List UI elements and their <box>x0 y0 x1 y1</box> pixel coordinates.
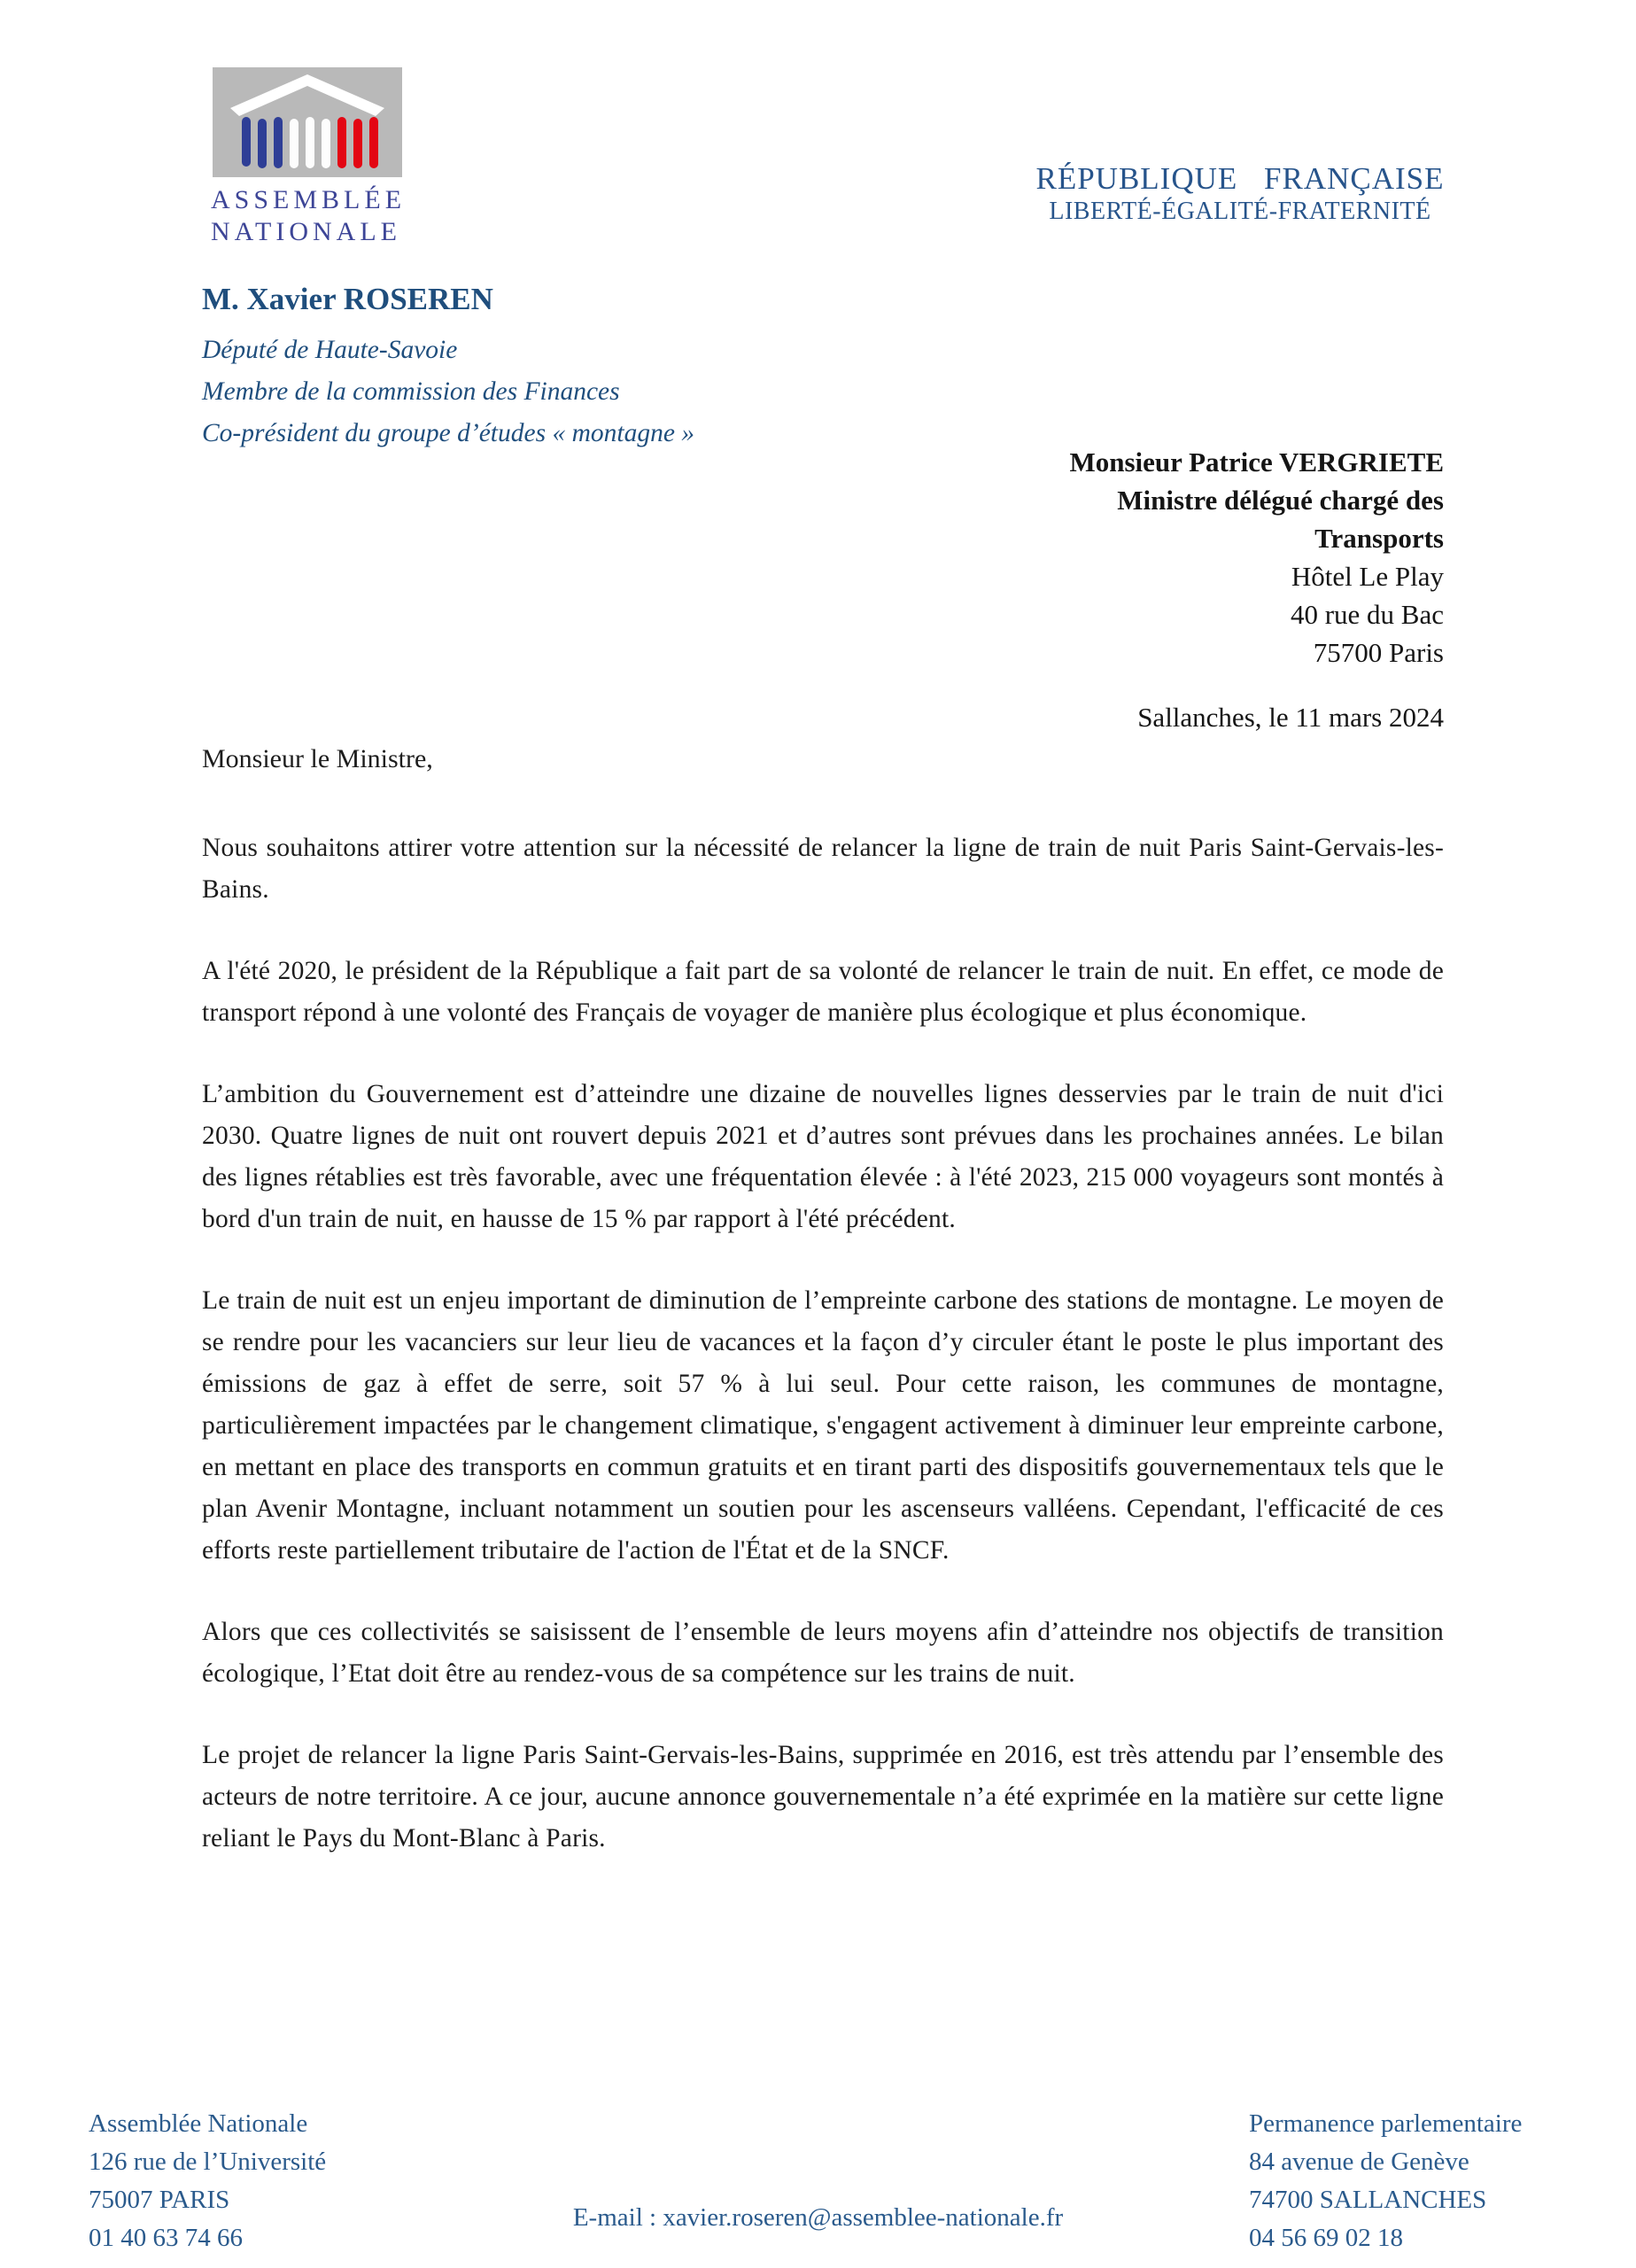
recipient-address-line2: 40 rue du Bac <box>1290 599 1444 630</box>
recipient-title-line2: Transports <box>1314 523 1444 554</box>
footer-paris-line3: 75007 PARIS <box>89 2186 230 2214</box>
logo-caption-line1: ASSEMBLÉE <box>211 185 407 214</box>
footer-permanence-line2: 84 avenue de Genève <box>1249 2148 1469 2176</box>
republique-francaise-title: RÉPUBLIQUE FRANÇAISE <box>1035 161 1445 196</box>
footer-permanence-phone: 04 56 69 02 18 <box>1249 2224 1403 2252</box>
logo-caption <box>211 184 423 248</box>
recipient-name: Monsieur Patrice VERGRIETE <box>1069 447 1444 478</box>
paragraph-6: Le projet de relancer la ligne Paris Saint-Gervais-les-Bains, supprimée en 2016, est très attendu par l’ensemble des acteurs de notre territoire. A ce jour, aucune annonce gouvernementale n’a été exprimée en la matière sur cette ligne reliant le Pays du Mont-Blanc à Paris. <box>202 1741 1444 1852</box>
footer-permanence-line3: 74700 SALLANCHES <box>1249 2186 1487 2214</box>
paragraph-5: Alors que ces collectivités se saisissent de l’ensemble de leurs moyens afin d’atteindre nos objectifs de transition écologique, l’Etat doit être au rendez-vous de sa compétence sur les trains de nuit. <box>202 1618 1444 1688</box>
letter-body <box>202 827 1444 1899</box>
footer-email: E-mail : xavier.roseren@assemblee-nationale.fr <box>572 2203 1064 2232</box>
assemblee-nationale-pediment-icon <box>213 67 402 177</box>
sender-title-3: Co-président du groupe d’études « montagne » <box>202 419 695 447</box>
paragraph-3: L’ambition du Gouvernement est d’atteindre une dizaine de nouvelles lignes desservies par le train de nuit d'ici 2030. Quatre lignes de nuit ont rouvert depuis 2021 et d’autres sont prévues dans les prochaines années. Le bilan des lignes rétablies est très favorable, avec une fréquentation élevée : à l'été 2023, 215 000 voyageurs sont montés à bord d'un train de nuit, en hausse de 15 % par rapport à l'été précédent. <box>202 1080 1444 1233</box>
sender-block <box>202 282 694 454</box>
footer-paris-line2: 126 rue de l’Université <box>89 2148 327 2176</box>
recipient-address-line3: 75700 Paris <box>1313 637 1444 668</box>
sender-title-1: Député de Haute-Savoie <box>202 336 458 364</box>
recipient-address-line1: Hôtel Le Play <box>1291 561 1444 592</box>
footer-permanence-office <box>1249 2105 1522 2257</box>
footer-permanence-line1: Permanence parlementaire <box>1249 2109 1523 2138</box>
assemblee-nationale-logo <box>211 67 423 248</box>
paragraph-4: Le train de nuit est un enjeu important de diminution de l’empreinte carbone des stations de montagne. Le moyen de se rendre pour les vacanciers sur leur lieu de vacances et la façon d’y circuler étant le poste le plus important des émissions de gaz à effet de serre, soit 57 % à lui seul. Pour cette raison, les communes de montagne, particulièrement impactées par le changement climatique, s'engagent activement à diminuer leur empreinte carbone, en mettant en place des transports en commun gratuits et en tirant parti des dispositifs gouvernementaux tels que le plan Avenir Montagne, incluant notamment un soutien pour les ascenseurs valléens. Cependant, l'efficacité de ces efforts reste partiellement tributaire de l'action de l'État et de la SNCF. <box>202 1286 1444 1565</box>
logo-caption-line2: NATIONALE <box>211 217 401 246</box>
sender-title-2: Membre de la commission des Finances <box>202 377 620 406</box>
sender-name: M. Xavier ROSEREN <box>202 282 493 316</box>
recipient-title-line1: Ministre délégué chargé des <box>1117 485 1444 516</box>
footer-paris-line1: Assemblée Nationale <box>89 2109 308 2138</box>
liberte-egalite-fraternite-motto: LIBERTÉ-ÉGALITÉ-FRATERNITÉ <box>1049 198 1431 225</box>
greeting: Monsieur le Ministre, <box>202 744 433 773</box>
paragraph-1: Nous souhaitons attirer votre attention sur la nécessité de relancer la ligne de train de nuit Paris Saint-Gervais-les-Bains. <box>202 834 1444 904</box>
footer-paris-phone: 01 40 63 74 66 <box>89 2224 243 2252</box>
paragraph-2: A l'été 2020, le président de la République a fait part de sa volonté de relancer le train de nuit. En effet, ce mode de transport répond à une volonté des Français de voyager de manière plus écologique et plus économique. <box>202 957 1444 1027</box>
recipient-block <box>1069 443 1444 672</box>
dateline: Sallanches, le 11 mars 2024 <box>1137 702 1444 733</box>
republique-francaise-header <box>974 161 1506 227</box>
